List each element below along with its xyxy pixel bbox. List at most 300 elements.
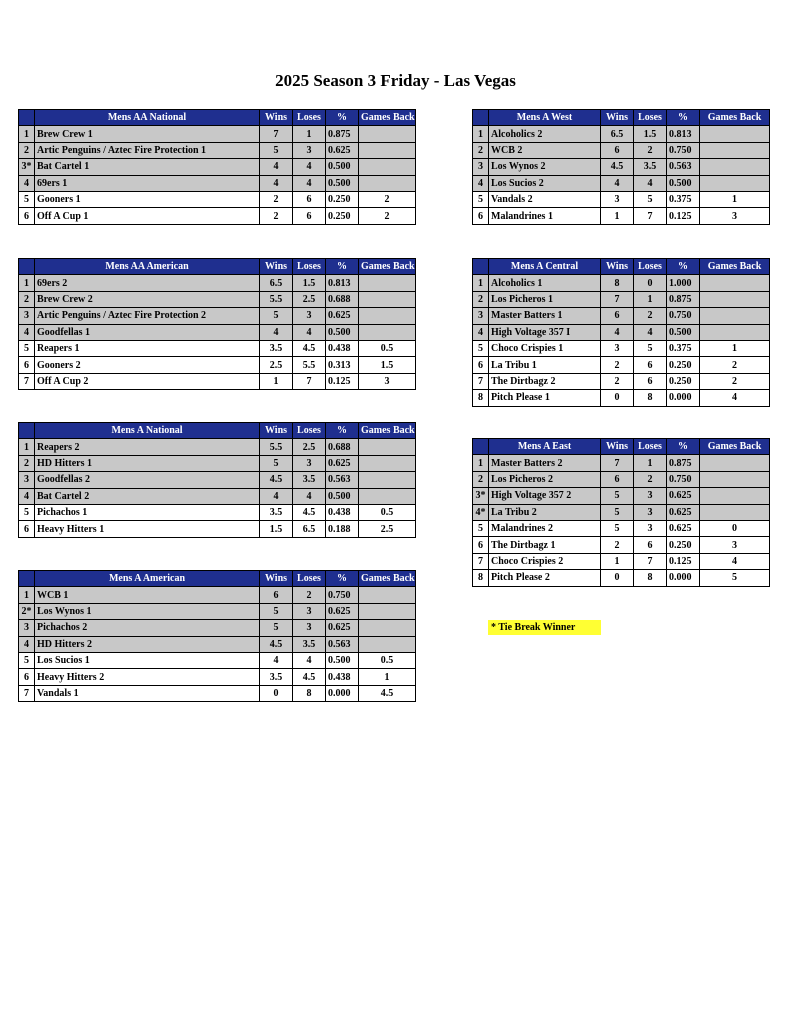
team-name: Los Picheros 2 (489, 471, 601, 487)
team-name: Gooners 2 (35, 357, 260, 373)
table-row (473, 488, 770, 504)
team-loses: 6 (634, 537, 667, 553)
team-wins: 4 (260, 324, 293, 340)
team-win-pct: 0.813 (326, 275, 359, 291)
table-row (473, 324, 770, 340)
column-header-loses: Loses (634, 259, 667, 275)
team-loses: 0 (634, 275, 667, 291)
team-win-pct: 0.313 (326, 357, 359, 373)
column-header-games-back: Games Back (700, 259, 770, 275)
table-row (19, 208, 416, 224)
team-games-back: 0.5 (359, 652, 416, 668)
table-row (19, 308, 416, 324)
table-header-rank (19, 423, 35, 439)
team-rank: 5 (19, 191, 35, 207)
team-loses: 8 (293, 685, 326, 701)
team-loses: 4 (293, 324, 326, 340)
team-loses: 7 (293, 373, 326, 389)
team-rank: 2 (473, 291, 489, 307)
team-loses: 3.5 (634, 159, 667, 175)
team-wins: 1 (601, 553, 634, 569)
table-row (19, 504, 416, 520)
table-row (19, 685, 416, 701)
team-wins: 5 (260, 455, 293, 471)
table-row (19, 488, 416, 504)
team-loses: 2 (634, 308, 667, 324)
table-row (19, 159, 416, 175)
team-loses: 6 (634, 373, 667, 389)
team-loses: 4 (293, 652, 326, 668)
team-win-pct: 0.625 (667, 504, 700, 520)
team-name: Off A Cup 1 (35, 208, 260, 224)
team-games-back: 4 (700, 390, 770, 406)
team-win-pct: 0.500 (326, 175, 359, 191)
team-win-pct: 0.438 (326, 504, 359, 520)
team-rank: 1 (473, 455, 489, 471)
team-loses: 4.5 (293, 340, 326, 356)
team-name: Los Picheros 1 (489, 291, 601, 307)
table-header-row (19, 259, 416, 275)
team-games-back (359, 175, 416, 191)
team-wins: 1.5 (260, 521, 293, 537)
team-name: Heavy Hitters 2 (35, 669, 260, 685)
team-name: Pitch Please 2 (489, 570, 601, 586)
table-row (473, 340, 770, 356)
standings-table-mens-a-american (18, 570, 416, 702)
column-header-pct: % (667, 110, 700, 126)
team-wins: 6.5 (260, 275, 293, 291)
team-rank: 6 (19, 357, 35, 373)
column-header-pct: % (326, 571, 359, 587)
team-win-pct: 0.125 (667, 208, 700, 224)
team-games-back (700, 308, 770, 324)
team-games-back: 4 (700, 553, 770, 569)
team-name: The Dirtbagz 2 (489, 373, 601, 389)
team-win-pct: 0.625 (326, 620, 359, 636)
team-rank: 6 (19, 208, 35, 224)
team-name: Vandals 2 (489, 191, 601, 207)
column-header-loses: Loses (293, 259, 326, 275)
table-row (19, 191, 416, 207)
team-wins: 0 (260, 685, 293, 701)
team-games-back: 3 (359, 373, 416, 389)
team-wins: 6 (601, 308, 634, 324)
team-rank: 4 (473, 324, 489, 340)
team-wins: 1 (601, 208, 634, 224)
team-win-pct: 0.500 (326, 159, 359, 175)
table-row (19, 324, 416, 340)
team-wins: 5 (601, 504, 634, 520)
team-rank: 8 (473, 570, 489, 586)
table-row (473, 390, 770, 406)
team-win-pct: 0.438 (326, 669, 359, 685)
team-rank: 2 (473, 471, 489, 487)
division-name: Mens A American (35, 571, 260, 587)
team-rank: 6 (473, 537, 489, 553)
team-win-pct: 0.750 (667, 471, 700, 487)
column-header-loses: Loses (634, 439, 667, 455)
team-games-back (700, 291, 770, 307)
table-row (473, 537, 770, 553)
team-wins: 0 (601, 390, 634, 406)
team-win-pct: 1.000 (667, 275, 700, 291)
team-name: Master Batters 1 (489, 308, 601, 324)
table-row (473, 471, 770, 487)
team-loses: 4.5 (293, 669, 326, 685)
team-wins: 6.5 (601, 126, 634, 142)
team-games-back: 1 (700, 191, 770, 207)
team-name: Goodfellas 1 (35, 324, 260, 340)
team-wins: 6 (260, 587, 293, 603)
table-row (473, 308, 770, 324)
team-wins: 2 (601, 357, 634, 373)
team-wins: 3 (601, 191, 634, 207)
column-header-wins: Wins (601, 439, 634, 455)
team-rank: 4 (19, 175, 35, 191)
team-games-back (700, 504, 770, 520)
column-header-pct: % (667, 259, 700, 275)
table-row (19, 439, 416, 455)
team-games-back: 2 (359, 191, 416, 207)
table-row (19, 636, 416, 652)
team-name: Reapers 1 (35, 340, 260, 356)
table-row (19, 340, 416, 356)
team-wins: 5 (260, 308, 293, 324)
team-name: HD Hitters 1 (35, 455, 260, 471)
team-name: Malandrines 2 (489, 520, 601, 536)
table-header-rank (19, 110, 35, 126)
table-row (19, 455, 416, 471)
team-name: Bat Cartel 2 (35, 488, 260, 504)
table-header-row (19, 571, 416, 587)
team-games-back (359, 455, 416, 471)
table-header-rank (19, 259, 35, 275)
team-wins: 6 (601, 471, 634, 487)
team-win-pct: 0.500 (326, 488, 359, 504)
team-rank: 5 (473, 520, 489, 536)
team-win-pct: 0.563 (326, 636, 359, 652)
column-header-pct: % (326, 110, 359, 126)
team-win-pct: 0.688 (326, 439, 359, 455)
team-wins: 4.5 (601, 159, 634, 175)
table-row (19, 373, 416, 389)
team-rank: 7 (473, 373, 489, 389)
team-games-back: 2 (359, 208, 416, 224)
table-row (19, 603, 416, 619)
team-rank: 3* (19, 159, 35, 175)
team-wins: 3 (601, 340, 634, 356)
team-loses: 6 (293, 191, 326, 207)
team-loses: 4 (634, 175, 667, 191)
team-rank: 1 (473, 275, 489, 291)
column-header-games-back: Games Back (700, 110, 770, 126)
team-games-back (700, 488, 770, 504)
team-wins: 5.5 (260, 291, 293, 307)
team-name: La Tribu 2 (489, 504, 601, 520)
team-rank: 3 (19, 472, 35, 488)
team-wins: 4 (260, 175, 293, 191)
team-rank: 3 (19, 620, 35, 636)
team-rank: 4 (473, 175, 489, 191)
team-rank: 2 (19, 142, 35, 158)
team-win-pct: 0.188 (326, 521, 359, 537)
team-games-back: 2.5 (359, 521, 416, 537)
team-win-pct: 0.875 (667, 291, 700, 307)
team-loses: 8 (634, 390, 667, 406)
team-rank: 7 (473, 553, 489, 569)
team-loses: 7 (634, 208, 667, 224)
team-games-back (359, 620, 416, 636)
team-name: High Voltage 357 2 (489, 488, 601, 504)
team-loses: 4.5 (293, 504, 326, 520)
team-win-pct: 0.250 (326, 208, 359, 224)
team-games-back (359, 439, 416, 455)
table-header-row (473, 110, 770, 126)
table-row (473, 291, 770, 307)
team-wins: 4 (260, 652, 293, 668)
table-row (19, 521, 416, 537)
team-rank: 2* (19, 603, 35, 619)
standings-table-mens-a-central (472, 258, 770, 407)
team-loses: 1.5 (634, 126, 667, 142)
team-rank: 3 (473, 308, 489, 324)
team-games-back: 1 (359, 669, 416, 685)
team-wins: 2 (601, 537, 634, 553)
team-games-back (359, 324, 416, 340)
team-loses: 4 (293, 159, 326, 175)
table-row (473, 159, 770, 175)
team-wins: 4 (601, 175, 634, 191)
team-name: Los Sucios 2 (489, 175, 601, 191)
team-wins: 3.5 (260, 340, 293, 356)
team-rank: 7 (19, 373, 35, 389)
team-games-back (359, 587, 416, 603)
column-header-loses: Loses (293, 571, 326, 587)
team-games-back: 3 (700, 208, 770, 224)
team-loses: 3 (293, 308, 326, 324)
column-header-games-back: Games Back (359, 259, 416, 275)
team-win-pct: 0.750 (326, 587, 359, 603)
team-win-pct: 0.625 (326, 142, 359, 158)
team-games-back (359, 488, 416, 504)
team-name: La Tribu 1 (489, 357, 601, 373)
team-name: Brew Crew 1 (35, 126, 260, 142)
table-header-row (473, 439, 770, 455)
team-wins: 4.5 (260, 472, 293, 488)
table-row (473, 275, 770, 291)
team-loses: 3.5 (293, 472, 326, 488)
team-win-pct: 0.000 (667, 570, 700, 586)
column-header-loses: Loses (293, 110, 326, 126)
table-row (19, 175, 416, 191)
team-games-back: 1 (700, 340, 770, 356)
team-rank: 6 (473, 357, 489, 373)
team-name: Alcoholics 2 (489, 126, 601, 142)
team-rank: 4 (19, 488, 35, 504)
table-row (19, 472, 416, 488)
team-win-pct: 0.500 (667, 324, 700, 340)
table-row (473, 357, 770, 373)
team-games-back (359, 291, 416, 307)
team-games-back (359, 142, 416, 158)
column-header-wins: Wins (601, 259, 634, 275)
team-rank: 6 (19, 669, 35, 685)
column-header-games-back: Games Back (359, 110, 416, 126)
division-name: Mens A National (35, 423, 260, 439)
team-name: Master Batters 2 (489, 455, 601, 471)
team-name: High Voltage 357 I (489, 324, 601, 340)
team-name: Off A Cup 2 (35, 373, 260, 389)
table-row (19, 275, 416, 291)
team-win-pct: 0.625 (326, 308, 359, 324)
team-wins: 2.5 (260, 357, 293, 373)
team-win-pct: 0.250 (667, 537, 700, 553)
division-name: Mens A East (489, 439, 601, 455)
table-row (19, 620, 416, 636)
table-row (473, 191, 770, 207)
team-loses: 1 (293, 126, 326, 142)
table-header-rank (473, 259, 489, 275)
team-win-pct: 0.375 (667, 340, 700, 356)
team-name: Los Sucios 1 (35, 652, 260, 668)
team-name: 69ers 2 (35, 275, 260, 291)
table-row (19, 126, 416, 142)
team-games-back (700, 126, 770, 142)
team-name: Gooners 1 (35, 191, 260, 207)
table-row (19, 142, 416, 158)
team-games-back: 4.5 (359, 685, 416, 701)
team-wins: 5 (601, 520, 634, 536)
team-games-back: 0 (700, 520, 770, 536)
team-rank: 1 (19, 126, 35, 142)
team-loses: 3 (293, 142, 326, 158)
team-games-back (700, 159, 770, 175)
team-name: Los Wynos 1 (35, 603, 260, 619)
team-name: Malandrines 1 (489, 208, 601, 224)
team-wins: 5 (601, 488, 634, 504)
table-row (473, 570, 770, 586)
team-rank: 4 (19, 324, 35, 340)
team-games-back (359, 636, 416, 652)
table-row (473, 455, 770, 471)
team-wins: 7 (601, 455, 634, 471)
team-wins: 4 (260, 159, 293, 175)
team-loses: 5.5 (293, 357, 326, 373)
team-name: Vandals 1 (35, 685, 260, 701)
team-loses: 8 (634, 570, 667, 586)
team-win-pct: 0.500 (326, 324, 359, 340)
column-header-wins: Wins (260, 259, 293, 275)
team-games-back: 3 (700, 537, 770, 553)
team-loses: 2 (634, 142, 667, 158)
column-header-games-back: Games Back (359, 571, 416, 587)
team-loses: 6 (634, 357, 667, 373)
standings-table-mens-a-national (18, 422, 416, 538)
team-games-back (359, 159, 416, 175)
team-loses: 3 (293, 455, 326, 471)
team-win-pct: 0.000 (667, 390, 700, 406)
team-win-pct: 0.250 (667, 373, 700, 389)
team-name: Goodfellas 2 (35, 472, 260, 488)
team-loses: 2.5 (293, 291, 326, 307)
team-loses: 3 (634, 488, 667, 504)
division-name: Mens A West (489, 110, 601, 126)
team-games-back: 2 (700, 373, 770, 389)
team-win-pct: 0.500 (326, 652, 359, 668)
team-wins: 5.5 (260, 439, 293, 455)
team-win-pct: 0.500 (667, 175, 700, 191)
column-header-games-back: Games Back (359, 423, 416, 439)
team-win-pct: 0.625 (326, 455, 359, 471)
column-header-games-back: Games Back (700, 439, 770, 455)
team-wins: 7 (601, 291, 634, 307)
team-rank: 5 (19, 340, 35, 356)
team-rank: 1 (19, 275, 35, 291)
team-name: Los Wynos 2 (489, 159, 601, 175)
table-row (473, 142, 770, 158)
team-loses: 4 (293, 488, 326, 504)
team-win-pct: 0.375 (667, 191, 700, 207)
team-games-back: 0.5 (359, 340, 416, 356)
team-wins: 3.5 (260, 504, 293, 520)
team-games-back (700, 455, 770, 471)
table-row (473, 504, 770, 520)
team-loses: 4 (634, 324, 667, 340)
team-loses: 5 (634, 340, 667, 356)
team-rank: 1 (19, 439, 35, 455)
team-win-pct: 0.250 (667, 357, 700, 373)
table-row (19, 669, 416, 685)
team-games-back (359, 472, 416, 488)
team-win-pct: 0.250 (326, 191, 359, 207)
team-games-back (700, 275, 770, 291)
team-games-back (359, 308, 416, 324)
team-games-back (359, 126, 416, 142)
division-name: Mens AA National (35, 110, 260, 126)
column-header-wins: Wins (601, 110, 634, 126)
team-games-back: 0.5 (359, 504, 416, 520)
team-loses: 3 (634, 504, 667, 520)
team-win-pct: 0.625 (667, 488, 700, 504)
team-wins: 4 (260, 488, 293, 504)
team-wins: 2 (260, 208, 293, 224)
team-loses: 2 (293, 587, 326, 603)
standings-table-mens-aa-american (18, 258, 416, 390)
team-rank: 3* (473, 488, 489, 504)
standings-table-mens-a-east (472, 438, 770, 587)
team-games-back (700, 142, 770, 158)
team-name: 69ers 1 (35, 175, 260, 191)
team-name: Reapers 2 (35, 439, 260, 455)
table-header-row (19, 423, 416, 439)
table-row (473, 126, 770, 142)
team-name: WCB 2 (489, 142, 601, 158)
team-win-pct: 0.438 (326, 340, 359, 356)
team-games-back (700, 324, 770, 340)
page-title: 2025 Season 3 Friday - Las Vegas (275, 71, 516, 90)
team-win-pct: 0.875 (326, 126, 359, 142)
team-name: Artic Penguins / Aztec Fire Protection 1 (35, 142, 260, 158)
team-wins: 2 (601, 373, 634, 389)
team-win-pct: 0.563 (326, 472, 359, 488)
column-header-pct: % (326, 423, 359, 439)
table-row (19, 652, 416, 668)
table-row (19, 357, 416, 373)
team-rank: 1 (19, 587, 35, 603)
team-name: Pitch Please 1 (489, 390, 601, 406)
table-header-row (19, 110, 416, 126)
team-rank: 2 (19, 455, 35, 471)
